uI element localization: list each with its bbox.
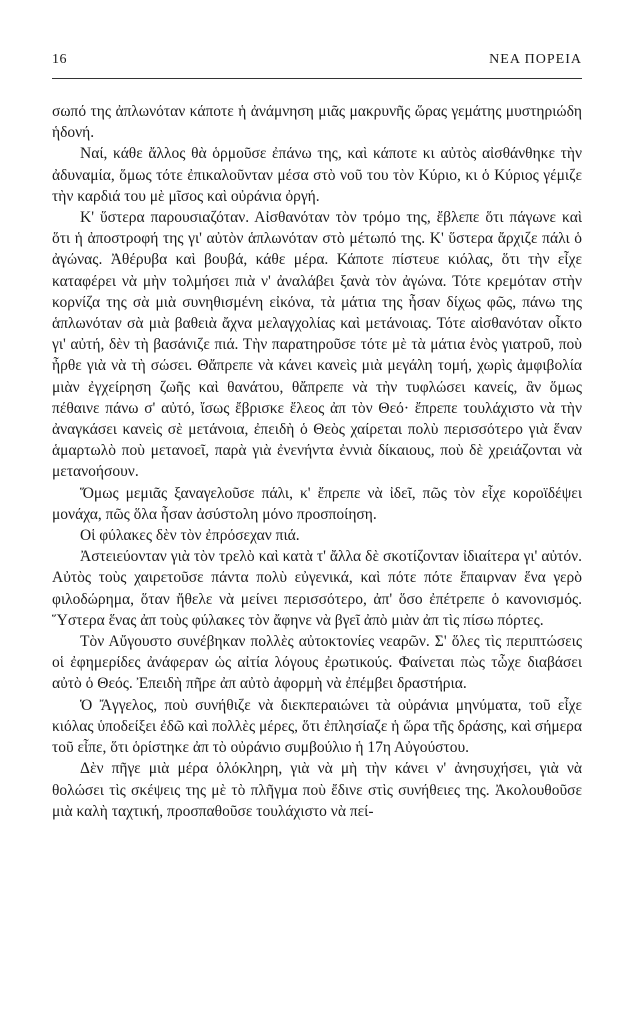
running-title: ΝΕΑ ΠΟΡΕΙΑ	[489, 52, 582, 67]
paragraph: Οἱ φύλακες δὲν τὸν ἐπρόσεχαν πιά.	[80, 527, 300, 545]
paragraph: Ἀστειεύονταν γιὰ τὸν τρελὸ καὶ κατὰ τ' ἄλλα δὲ σκοτίζονταν ἰδιαίτερα γι' αὐτόν. Αὐτὸς τοὺς χαιρετοῦσε πάντα πολὺ εὐγενικά, καὶ πότε πότε ἔπαιρναν ἕνα γερὸ φιλοδώρημα, ὅταν ἤθελε νὰ μείνει περισσότερο, ἀπ' ὅσο ἐπέτρεπε ὁ κανονισμός. Ὕστερα ἕνας ἀπ τοὺς φύλακες τὸν ἄφηνε νὰ βγεῖ ἀπὸ μιὰν ἀπ τὶς πίσω πόρτες.	[52, 548, 582, 629]
paragraph: Ὅμως μεμιᾶς ξαναγελοῦσε πάλι, κ' ἔπρεπε νὰ ἰδεῖ, πῶς τὸν εἶχε κοροϊδέψει μονάχα, πῶς ὅλα ἦσαν ἀσύστολη μόνο προσποίηση.	[52, 484, 582, 523]
paragraph: Ὁ Ἄγγελος, ποὺ συνήθιζε νὰ διεκπεραιώνει τὰ οὐράνια μηνύματα, τοῦ εἶχε κιόλας ὑποδείξει ἐδῶ καὶ πολλὲς μέρες, ὅτι ἐπλησίαζε ἡ ὥρα τῆς δράσης, καὶ σήμερα τοῦ εἶπε, ὅτι ὁρίστηκε ἀπ τὸ οὐράνιο συμβούλιο ἡ 17η Αὐγούστου.	[52, 696, 582, 757]
paragraph: Κ' ὕστερα παρουσιαζόταν. Αἰσθανόταν τὸν τρόμο της, ἔβλεπε ὅτι πάγωνε καὶ ὅτι ἡ ἀποστροφή της γι' αὐτὸν ἁπλωνόταν στὸ μέτωπό της. Κ' ὕστερα ἄρχιζε πάλι ὁ ἀγώνας. Ἀθέρυβα καὶ βουβά, κάθε μέρα. Κάποτε πίστευε κιόλας, ὅτι τὴν εἶχε καταφέρει νὰ μὴν τολμήσει πιὰ ν' ἀναλάβει ξανὰ τὸν ἀγώνα. Τότε κρεμόταν στὴν κορνίζα της σὰ μιὰ συνηθισμένη εἰκόνα, τὰ μάτια της ἦσαν δίχως φῶς, πάνω της ἁπλωνόταν σὰ μιὰ βαθειὰ ἄχνα μελαγχολίας καὶ μετάνοιας. Τότε αἰσθανόταν οἶκτο γι' αὐτή, δὲν τὴ βασάνιζε πιά. Τὴν παρατηροῦσε τότε μὲ τὰ μάτια ἑνὸς γιατροῦ, ποὺ ἦρθε γιὰ νὰ τὴ σώσει. Θἄπρεπε νὰ κάνει κανεὶς μιὰ μεγάλη τομή, χωρὶς ἀμφιβολία μιὰν ἐγχείρηση ζωῆς καὶ θανάτου, θἄπρεπε νὰ τὴν τυφλώσει κανείς, ἂν ὅμως πέθαινε πάνω σ' αὐτό, ἴσως ἔβρισκε ἔλεος ἀπ τὸν Θεό· ἔπρεπε τουλάχιστο νὰ τὴν ἀναγκάσει κανεὶς σὲ μετάνοια, ἐπειδὴ ὁ Θεὸς χαίρεται πολὺ περισσότερο γιὰ ἕναν ἁμαρτωλὸ ποὺ μετανοεῖ, παρὰ γιὰ ἐνενήντα ἐννιὰ δίκαιους, ποὺ δὲ χρειάζονται νὰ μετανοήσουν.	[52, 209, 582, 481]
header-rule	[52, 78, 582, 79]
paragraph: Τὸν Αὔγουστο συνέβηκαν πολλὲς αὐτοκτονίες νεαρῶν. Σ' ὅλες τὶς περιπτώσεις οἱ ἐφημερίδες ἀνάφεραν ὡς αἰτία λόγους ἐρωτικούς. Φαίνεται πὼς τὧχε διαβάσει αὐτὸ ὁ Θεός. Ἐπειδὴ πῆρε ἀπ αὐτὸ ἀφορμὴ νὰ ἐπέμβει δραστήρια.	[52, 633, 582, 693]
paragraph: σωπό της ἀπλωνόταν κάποτε ἡ ἀνάμνηση μιᾶς μακρυνῆς ὥρας γεμάτης μυστηριώδη ἡδονή.	[52, 103, 582, 142]
paragraph: Δὲν πῆγε μιὰ μέρα ὁλόκληρη, γιὰ νὰ μὴ τὴν κάνει ν' ἀνησυχήσει, γιὰ νὰ θολώσει τὶς σκέψεις της μὲ τὸ πλῆγμα ποὺ ἔδινε στὶς συνήθειες της. Ἀκολουθοῦσε μιὰ καλὴ ταχτική, προσπαθοῦσε τουλάχιστο νὰ πεί-	[52, 760, 582, 820]
body-text	[52, 101, 582, 822]
paragraph: Ναί, κάθε ἄλλος θὰ ὁρμοῦσε ἐπάνω της, καὶ κάποτε κι αὐτὸς αἰσθάνθηκε τὴν ἀδυναμία, ὅμως τότε ἐπικαλοῦνταν μέσα στὸ νοῦ του τὸν Κύριο, κι ὁ Κύριος γέμιζε τὴν καρδιά του μὲ μῖσος καὶ οὐράνια ὀργή.	[52, 145, 582, 205]
book-page	[52, 52, 582, 822]
page-number: 16	[52, 52, 67, 67]
page-header	[52, 52, 582, 72]
